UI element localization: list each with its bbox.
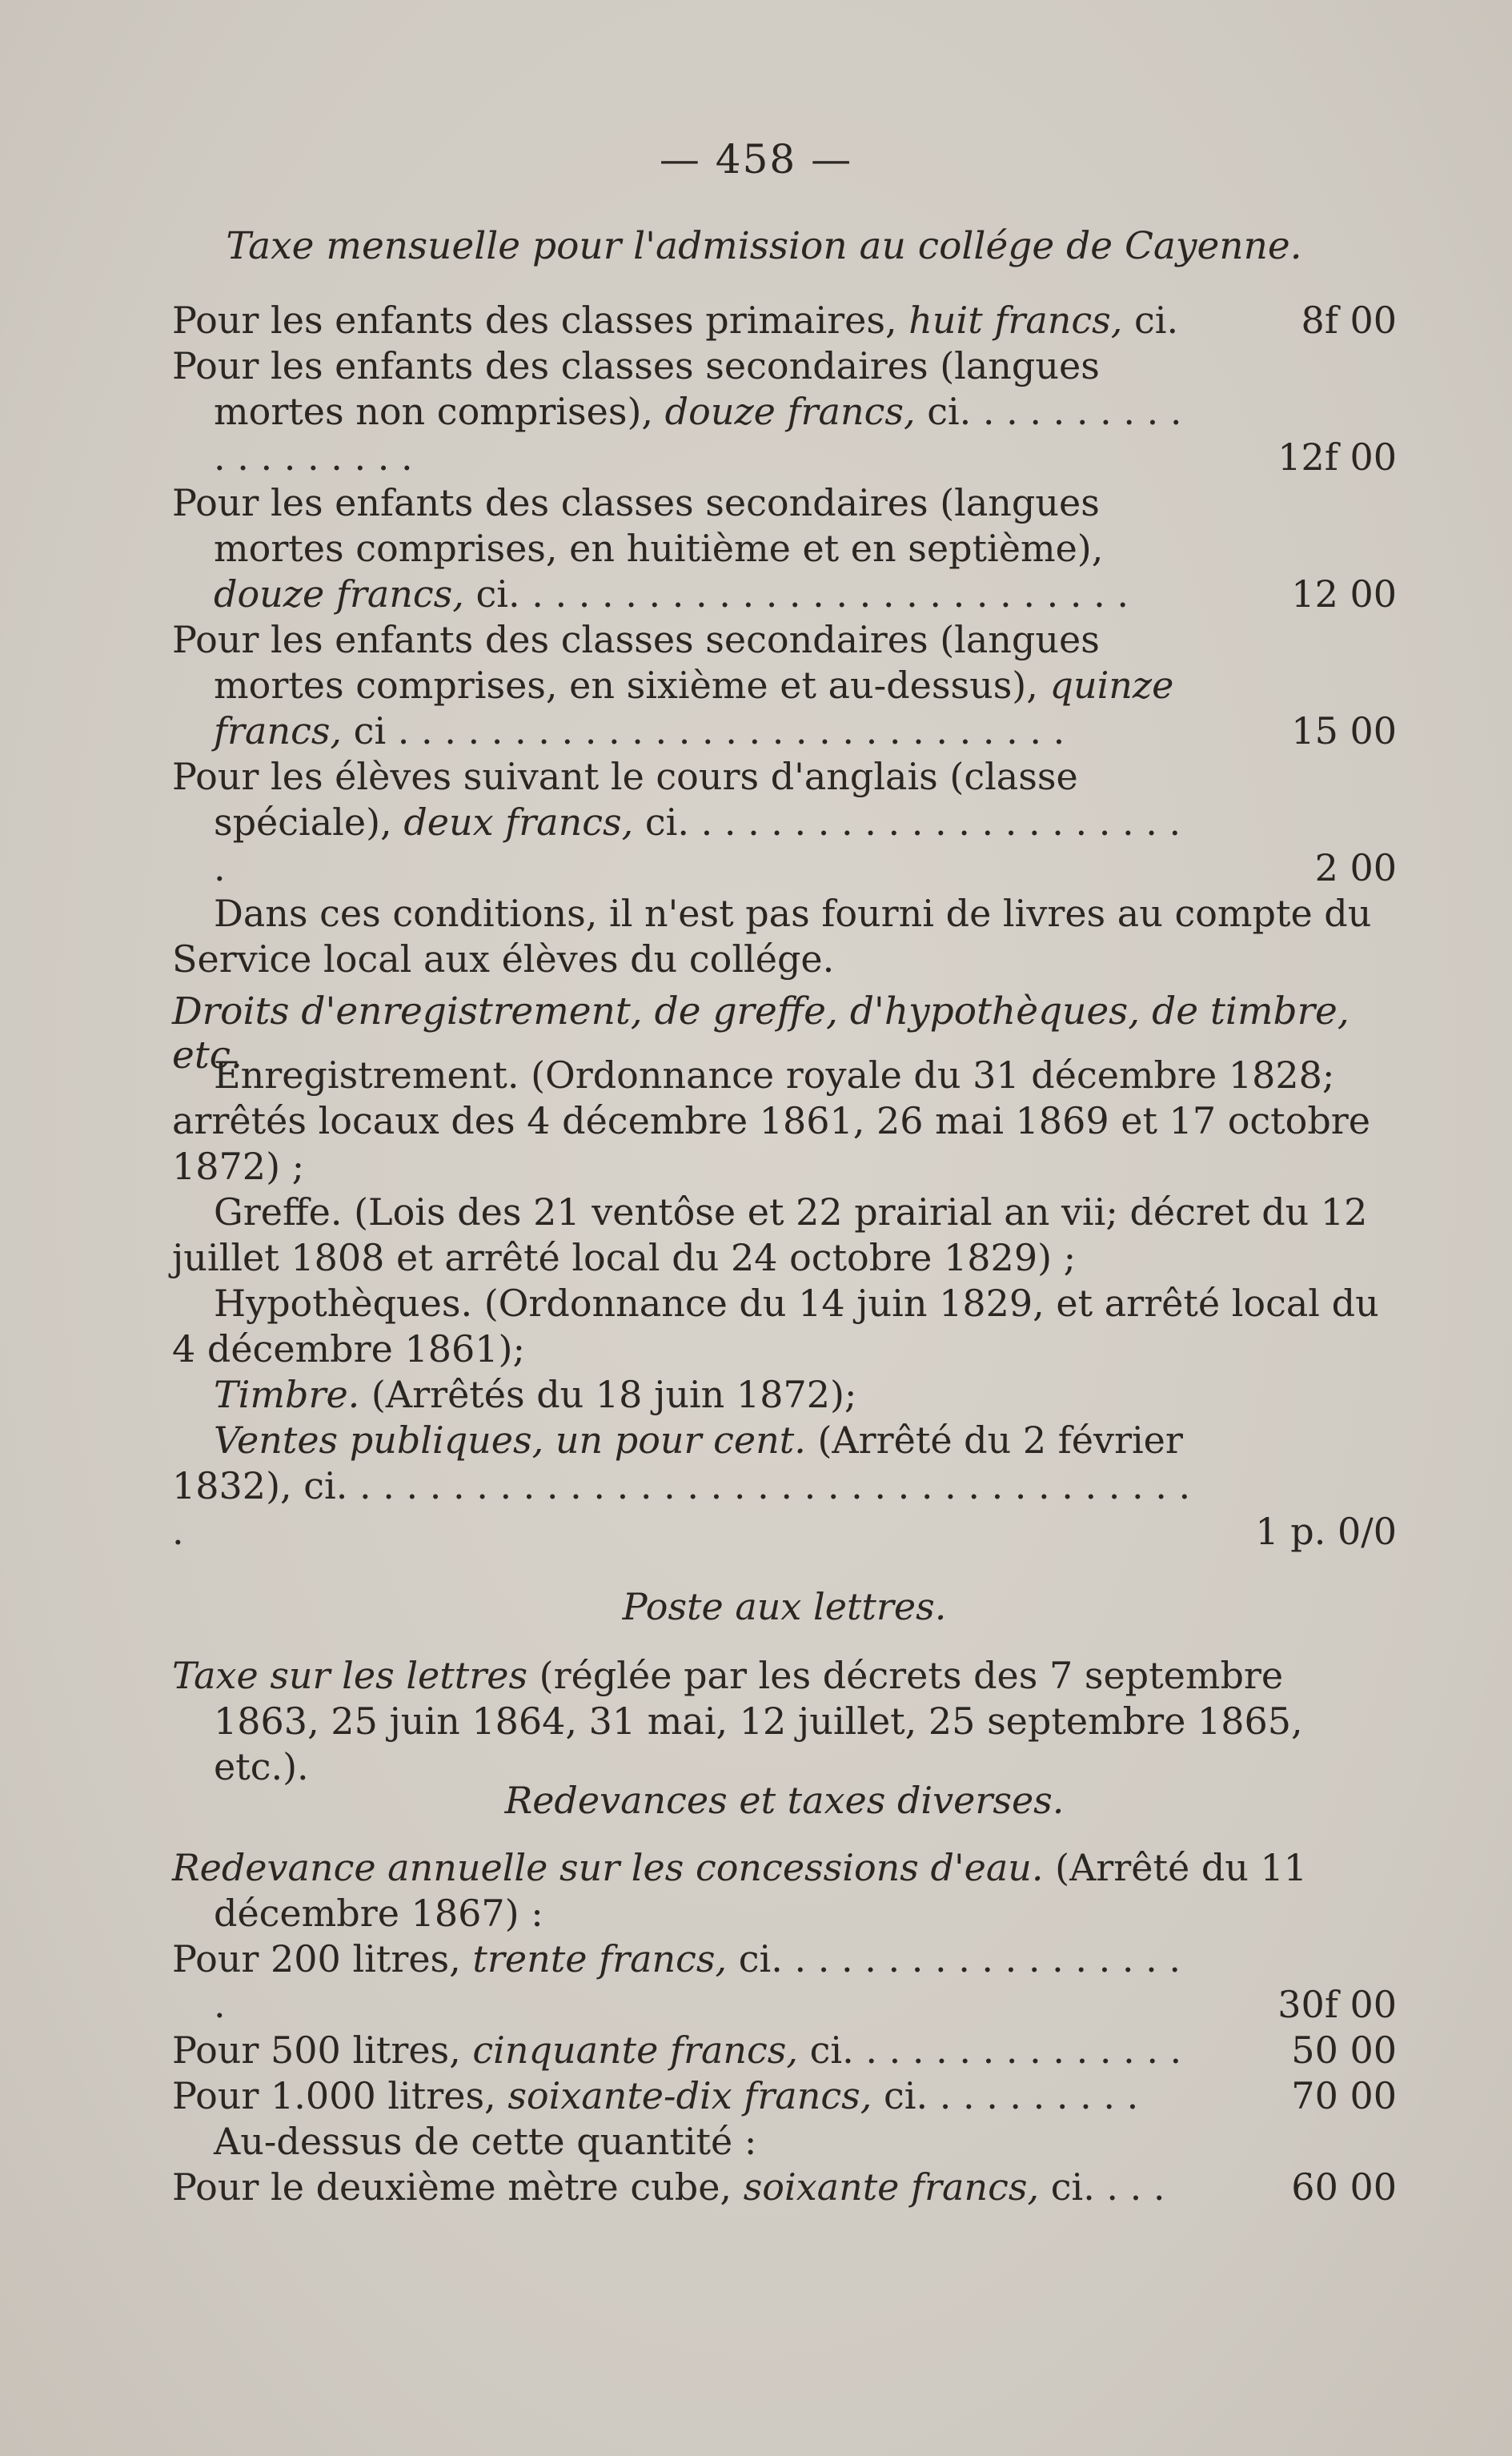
- redevances-above: Au-dessus de cette quantité :: [214, 2120, 757, 2163]
- amount: 12f 00: [1277, 435, 1397, 479]
- redevance-entry: Pour 1.000 litres, soixante-dix francs, ci. . . . . . . . . . 70 00: [172, 2074, 1397, 2117]
- page-number: — 458 —: [659, 136, 853, 183]
- amount: 12 00: [1291, 572, 1397, 616]
- college-entry: Pour les élèves suivant le cours d'anglais (classe spéciale), deux francs, ci. . . . . . . . . . . . . . . . . . . . . . . 2 00: [172, 755, 1397, 889]
- redevance-entry: Pour le deuxième mètre cube, soixante francs, ci. . . . 60 00: [172, 2165, 1397, 2209]
- section-title-redevances: Redevances et taxes diverses.: [504, 1779, 1065, 1822]
- amount: 70 00: [1291, 2074, 1397, 2117]
- droits-hypotheques: Hypothèques. (Ordonnance du 14 juin 1829, et arrêté local du 4 décembre 1861);: [172, 1282, 1379, 1370]
- amount: 15 00: [1291, 709, 1397, 752]
- droits-enregistrement: Enregistrement. (Ordonnance royale du 31 décembre 1828; arrêtés locaux des 4 décembre 1861, 26 mai 1869 et 17 octobre 1872) ;: [172, 1053, 1370, 1188]
- college-fee-list: [172, 298, 1397, 982]
- amount: 30f 00: [1277, 1983, 1397, 2026]
- section-title-droits: Droits d'enregistrement, de greffe, d'hypothèques, de timbre, etc.: [172, 989, 1350, 1078]
- redevances-list: [172, 1845, 1397, 2210]
- college-note: Dans ces conditions, il n'est pas fourni de livres au compte du Service local aux élèves du collége.: [172, 892, 1372, 981]
- college-entry: Pour les enfants des classes primaires, huit francs, ci. 8f 00: [172, 299, 1397, 342]
- poste-entry: Taxe sur les lettres (réglée par les décrets des 7 septembre 1863, 25 juin 1864, 31 mai, 12 juillet, 25 septembre 1865, etc.).: [172, 1654, 1303, 1788]
- amount: 2 00: [1314, 846, 1397, 889]
- college-entry: Pour les enfants des classes secondaires (langues mortes comprises, en huitième et en septième), douze francs, ci. . . . . . . . . . . . . . . . . . . . . . . . . . . 12 00: [172, 481, 1397, 616]
- section-title-poste: Poste aux lettres.: [622, 1585, 947, 1628]
- amount: 50 00: [1291, 2029, 1397, 2072]
- section-title-college: Taxe mensuelle pour l'admission au collége de Cayenne.: [226, 224, 1302, 268]
- redevance-entry: Pour 200 litres, trente francs, ci. . . . . . . . . . . . . . . . . . . 30f 00: [172, 1937, 1397, 2026]
- redevance-entry: Pour 500 litres, cinquante francs, ci. . . . . . . . . . . . . . . 50 00: [172, 2029, 1397, 2072]
- amount: 60 00: [1291, 2165, 1397, 2209]
- redevances-intro: Redevance annuelle sur les concessions d'eau. (Arrêté du 11 décembre 1867) :: [172, 1846, 1308, 1935]
- poste-text: [172, 1653, 1397, 1790]
- droits-ventes: Ventes publiques, un pour cent. (Arrêté du 2 février 1832), ci. . . . . . . . . . . . . . . . . . . . . . . . . . . . . . . . . . . . . . 1 p. 0/0: [172, 1419, 1397, 1553]
- droits-greffe: Greffe. (Lois des 21 ventôse et 22 prairial an vii; décret du 12 juillet 1808 et arrêté local du 24 octobre 1829) ;: [172, 1190, 1368, 1279]
- amount: 8f 00: [1301, 299, 1397, 342]
- college-entry: Pour les enfants des classes secondaires (langues mortes non comprises), douze francs, ci. . . . . . . . . . . . . . . . . . . 12f 00: [172, 344, 1397, 479]
- college-entry: Pour les enfants des classes secondaires (langues mortes comprises, en sixième et au-dessus), quinze francs, ci . . . . . . . . . . . . . . . . . . . . . . . . . . . . . 15 00: [172, 618, 1397, 752]
- droits-timbre: Timbre. (Arrêtés du 18 juin 1872);: [214, 1373, 857, 1416]
- amount: 1 p. 0/0: [1255, 1510, 1397, 1553]
- droits-list: [172, 1053, 1397, 1555]
